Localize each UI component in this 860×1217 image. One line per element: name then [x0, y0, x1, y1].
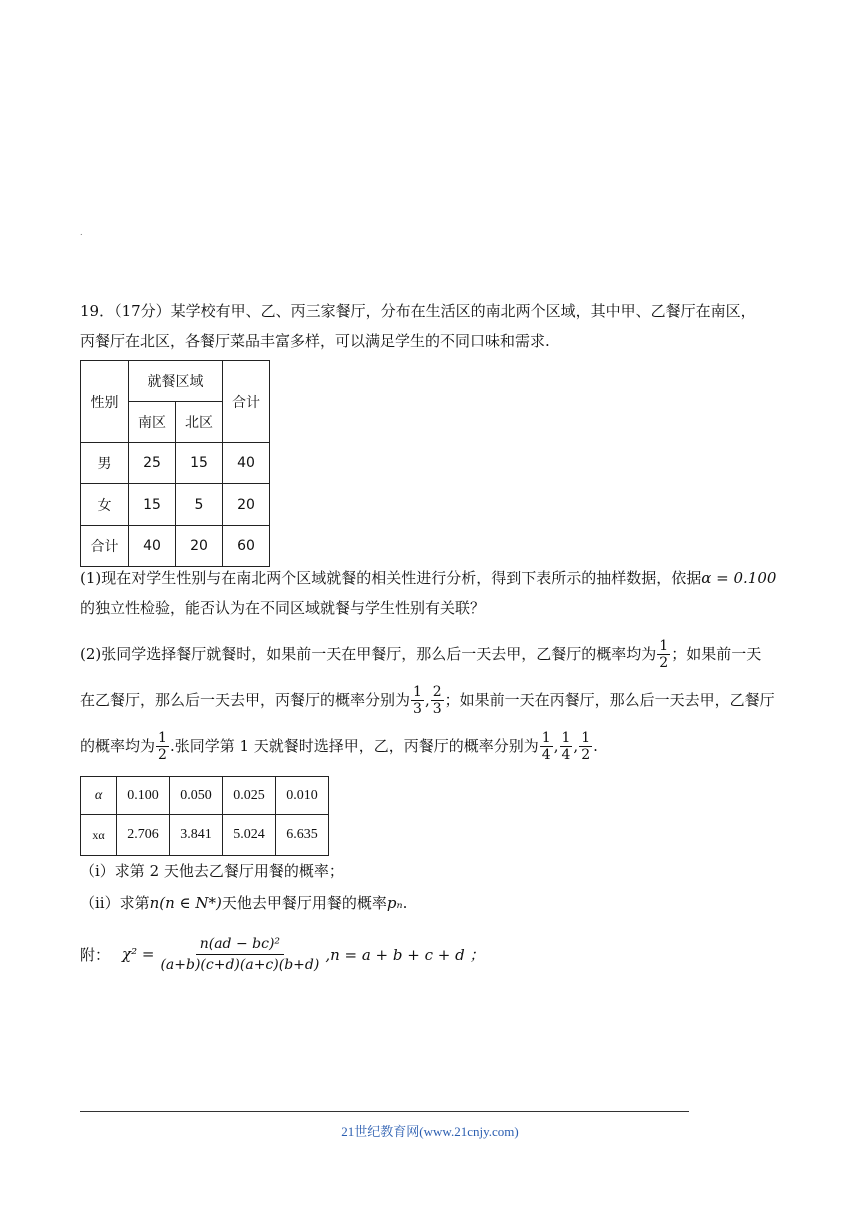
table-row — [81, 443, 270, 484]
part2-text-c: 在乙餐厅，那么后一天去甲，丙餐厅的概率分别为 — [80, 691, 411, 709]
p-n-symbol: pₙ — [386, 894, 403, 912]
part2-text-a: (2)张同学选择餐厅就餐时，如果前一天在甲餐厅，那么后一天去甲，乙餐厅的概率均为 — [80, 645, 657, 663]
part2-text-d: ；如果前一天在丙餐厅，那么后一天去甲，乙餐厅 — [444, 691, 775, 709]
alpha-expression: α = 0.100 — [701, 569, 777, 587]
part2-text-e: 的概率均为 — [80, 737, 156, 755]
question-line-2: 丙餐厅在北区，各餐厅菜品丰富多样，可以满足学生的不同口味和需求. — [80, 332, 550, 350]
cell-south: 25 — [129, 443, 176, 484]
cell-total: 60 — [223, 526, 270, 567]
x-value: 6.635 — [276, 815, 329, 856]
chi-square-formula — [80, 926, 484, 982]
table-row — [81, 815, 329, 856]
critical-value-table — [80, 776, 329, 856]
chi-square-symbol: χ² = — [122, 945, 155, 963]
table-row — [81, 484, 270, 526]
alpha-value: 0.100 — [117, 777, 170, 815]
part2-line-1 — [80, 636, 761, 672]
x-value: 5.024 — [223, 815, 276, 856]
sub-ii-text-b: 天他去甲餐厅用餐的概率 — [221, 894, 387, 912]
row-label: 女 — [81, 484, 129, 526]
gender-header: 性别 — [81, 361, 129, 443]
gender-area-table — [80, 360, 270, 567]
part1-text: (1)现在对学生性别与在南北两个区域就餐的相关性进行分析，得到下表所示的抽样数据，依据 — [80, 569, 702, 587]
part2-line-2 — [80, 682, 775, 718]
table-row — [81, 777, 329, 815]
footer-divider — [80, 1111, 689, 1112]
north-header: 北区 — [176, 402, 223, 443]
row-label: 男 — [81, 443, 129, 484]
fraction-two-thirds: $\frac{2}{3}$ — [432, 683, 442, 717]
alpha-label: α — [81, 777, 117, 815]
formula-numerator: n(ad − bc)² — [196, 936, 284, 955]
part2-line-3 — [80, 728, 598, 764]
fraction-one-half: $\frac{1}{2}$ — [659, 637, 669, 671]
question-line-1: 19．（17分）某学校有甲、乙、丙三家餐厅，分布在生活区的南北两个区域，其中甲、乙餐厅在南区， — [80, 302, 756, 320]
chi-square-fraction — [156, 936, 323, 973]
appendix-label: 附： — [80, 945, 111, 964]
cell-north: 15 — [176, 443, 223, 484]
x-alpha-label: xα — [81, 815, 117, 856]
formula-tail: ,n = a + b + c + d ； — [325, 945, 485, 964]
header-dot: . — [80, 228, 83, 237]
alpha-value: 0.050 — [170, 777, 223, 815]
comma: , — [573, 737, 579, 755]
cell-south: 15 — [129, 484, 176, 526]
sub-question-i: （i）求第 2 天他去乙餐厅用餐的概率； — [80, 862, 344, 880]
sub-question-ii — [80, 893, 407, 913]
table-row — [81, 526, 270, 567]
alpha-value: 0.025 — [223, 777, 276, 815]
fraction-one-half: $\frac{1}{2}$ — [581, 729, 591, 763]
comma: , — [424, 691, 430, 709]
area-header: 就餐区域 — [129, 361, 223, 402]
comma: , — [553, 737, 559, 755]
cell-north: 5 — [176, 484, 223, 526]
south-header: 南区 — [129, 402, 176, 443]
total-header: 合计 — [223, 361, 270, 443]
part1-line-2: 的独立性检验，能否认为在不同区域就餐与学生性别有关联？ — [80, 599, 486, 617]
x-value: 2.706 — [117, 815, 170, 856]
cell-north: 20 — [176, 526, 223, 567]
sub-ii-text-a: （ii）求第 — [80, 894, 150, 912]
period: . — [593, 737, 598, 755]
alpha-value: 0.010 — [276, 777, 329, 815]
fraction-one-half: $\frac{1}{2}$ — [158, 729, 167, 763]
x-value: 3.841 — [170, 815, 223, 856]
part2-text-b: ；如果前一天 — [671, 645, 762, 663]
n-expression: n(n ∈ N*) — [149, 894, 222, 912]
part2-text-f: .张同学第 1 天就餐时选择甲，乙，丙餐厅的概率分别为 — [169, 737, 539, 755]
fraction-one-quarter: $\frac{1}{4}$ — [561, 729, 571, 763]
footer-source: 21世纪教育网(www.21cnjy.com) — [341, 1124, 519, 1139]
cell-total: 20 — [223, 484, 270, 526]
formula-denominator: (a+b)(c+d)(a+c)(b+d) — [160, 956, 320, 973]
fraction-one-third: $\frac{1}{3}$ — [413, 683, 422, 717]
row-label: 合计 — [81, 526, 129, 567]
fraction-one-quarter: $\frac{1}{4}$ — [541, 729, 551, 763]
cell-south: 40 — [129, 526, 176, 567]
cell-total: 40 — [223, 443, 270, 484]
part1-line-1 — [80, 568, 776, 588]
period: . — [402, 894, 408, 912]
